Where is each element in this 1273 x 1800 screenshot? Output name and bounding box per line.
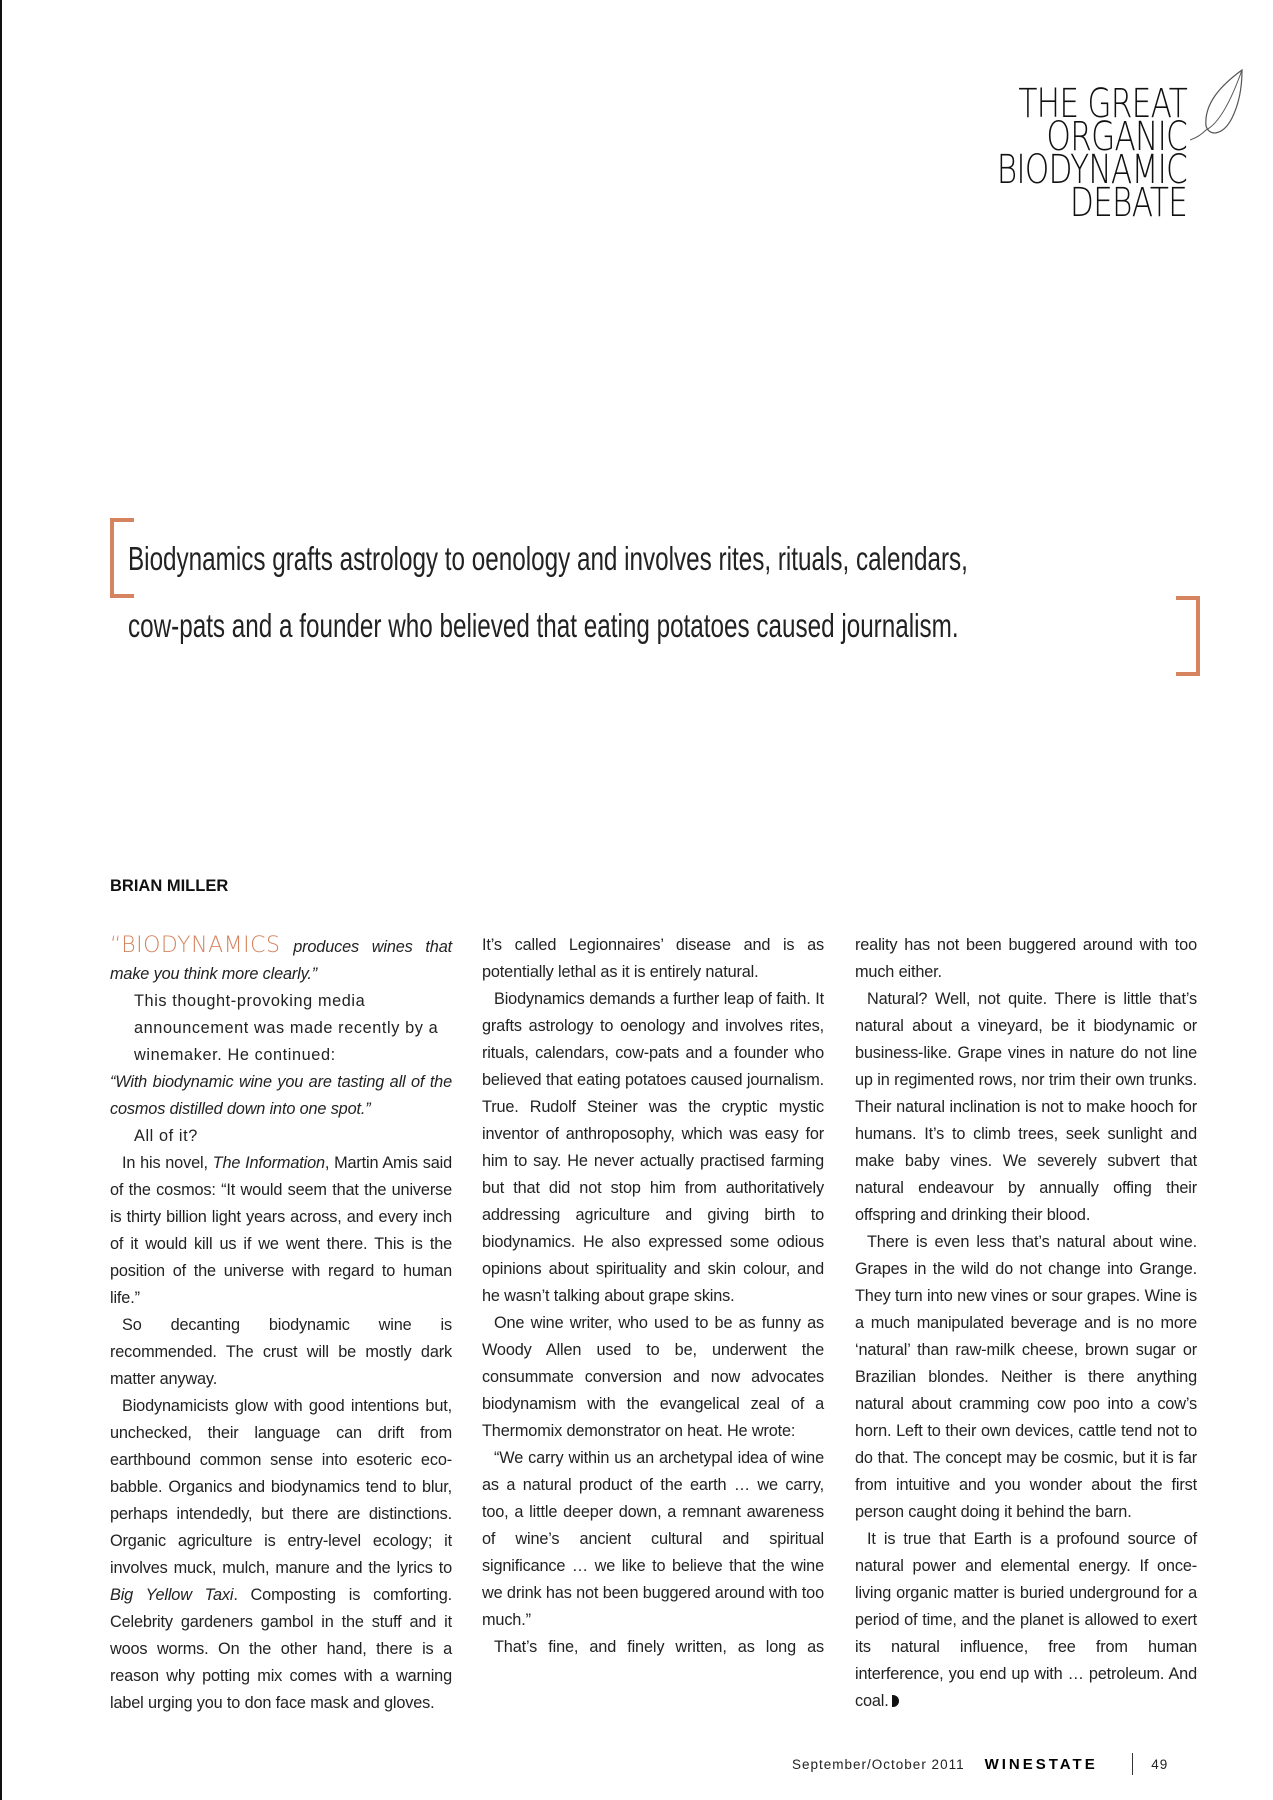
lead-in-word: “BIODYNAMICS [110, 933, 281, 958]
text-run: . Composting is comforting. Celebrity gardeners gambol in the stuff and it woos worms. On the other hand, there is a reason why potting mix comes with a warning label urging you to don face mask and gloves. [110, 1586, 452, 1712]
article-column-2 [482, 932, 824, 1661]
article-paragraph [482, 1445, 824, 1634]
text-run: It is true that Earth is a profound source of natural power and elemental energy. If once-living organic matter is buried underground for a period of time, and the planet is allowed to exert its natural influence, free from human interference, you end up with … petroleum. And coal. [855, 1530, 1197, 1710]
article-paragraph [110, 1393, 452, 1717]
text-run: produces wines that make you think more clearly.” [110, 938, 452, 983]
text-run: This thought-provoking media announcement was made recently by a winemaker. He continued: [134, 992, 439, 1064]
page-edge-rule [0, 0, 2, 1800]
text-run: reality has not been buggered around with too much either. [855, 936, 1197, 981]
page-number: 49 [1151, 1756, 1169, 1772]
article-paragraph [110, 1150, 452, 1312]
article-paragraph [855, 1526, 1197, 1715]
title-line: DEBATE [1069, 180, 1187, 226]
text-run: There is even less that’s natural about wine. Grapes in the wild do not change into Grange. They turn into new vines or sour grapes. Wine is a much manipulated beverage and is no more ‘natural’ than raw-milk cheese, brown sugar or Brazilian blondes. Neither is there anything natural about cramming cow poo into a cow’s horn. Left to their own devices, cattle tend not to do that. The concept may be cosmic, but it is far from intuitive and you wonder about the first person caught doing it behind the barn. [855, 1233, 1197, 1521]
article-paragraph [855, 986, 1197, 1229]
text-run: “We carry within us an archetypal idea of wine as a natural product of the earth … we carry, too, a little deeper down, a remnant awareness of wine’s ancient cultural and spiritual significance … we like to believe that the wine we drink has not been buggered around with too much.” [482, 1449, 824, 1629]
text-run: So decanting biodynamic wine is recommended. The crust will be mostly dark matter anyway. [110, 1316, 452, 1388]
text-run: Biodynamicists glow with good intentions but, unchecked, their language can drift from earthbound common sense into esoteric eco-babble. Organics and biodynamics tend to blur, perhaps intendedly, but there are distinctions. Organic agriculture is entry-level ecology; it involves muck, mulch, manure and the lyrics to [110, 1397, 452, 1577]
text-run: All of it? [134, 1127, 198, 1145]
pull-quote-close-bracket [1176, 596, 1200, 676]
magazine-name: WINESTATE [984, 1755, 1098, 1773]
title-line: THE GREAT [1018, 81, 1187, 127]
footer-divider [1132, 1753, 1134, 1775]
page-footer [792, 1753, 1168, 1775]
article-paragraph [855, 1229, 1197, 1526]
pull-quote-line: cow-pats and a founder who believed that eating potatoes caused journalism. [128, 607, 959, 644]
text-run: In his novel, [122, 1154, 213, 1172]
end-of-article-icon [892, 1695, 899, 1707]
article-paragraph [110, 1312, 452, 1393]
leaf-icon [1190, 68, 1245, 158]
article-title [943, 81, 1187, 226]
article-paragraph [110, 988, 452, 1069]
article-paragraph [110, 932, 452, 988]
article-paragraph [110, 1069, 452, 1123]
text-run: Biodynamics demands a further leap of faith. It grafts astrology to oenology and involves rites, rituals, calendars, cow-pats and a founder who believed that eating potatoes caused journalism. True. Rudolf Steiner was the cryptic mystic inventor of anthroposophy, which was easy for him to say. He never actually practised farming but that did not stop him from authoritatively addressing agriculture and giving birth to biodynamics. He also expressed some odious opinions about spirituality and skin colour, and he wasn’t talking about grape skins. [482, 990, 824, 1305]
article-paragraph [482, 1310, 824, 1445]
text-run: , Martin Amis said of the cosmos: “It would seem that the universe is thirty billion light years across, and every inch of it would kill us if we went there. This is the position of the universe with regard to human life.” [110, 1154, 453, 1307]
article-paragraph [482, 932, 824, 986]
text-run: Natural? Well, not quite. There is little that’s natural about a vineyard, be it biodynamic or business-like. Grape vines in nature do not line up in regimented rows, nor trim their own trunks. Their natural inclination is not to make hooch for humans. It’s to climb trees, seek sunlight and make baby vines. We severely subvert that natural endeavour by annually offing their offspring and drinking their blood. [855, 990, 1197, 1224]
title-line: ORGANIC [1046, 114, 1187, 160]
pull-quote-line: Biodynamics grafts astrology to oenology and involves rites, rituals, calendars, [128, 540, 968, 577]
article-paragraph [855, 932, 1197, 986]
article-paragraph [110, 1123, 452, 1150]
text-run: One wine writer, who used to be as funny as Woody Allen used to be, underwent the consummate conversion and now advocates biodynamism with the evangelical zeal of a Thermomix demonstrator on heat. He wrote: [482, 1314, 824, 1440]
author-byline: BRIAN MILLER [110, 877, 229, 895]
text-run: It’s called Legionnaires’ disease and is as potentially lethal as it is entirely natural. [482, 936, 824, 981]
title-line: BIODYNAMIC [996, 147, 1187, 193]
text-run: Big Yellow Taxi [110, 1586, 234, 1604]
article-column-3 [855, 932, 1197, 1715]
article-paragraph [482, 986, 824, 1310]
text-run: The Information [212, 1154, 325, 1172]
text-run: That’s fine, and finely written, as long as [494, 1638, 824, 1656]
issue-date: September/October 2011 [792, 1756, 965, 1772]
article-paragraph [482, 1634, 824, 1661]
article-column-1 [110, 932, 452, 1717]
text-run: “With biodynamic wine you are tasting all of the cosmos distilled down into one spot.” [110, 1073, 452, 1118]
